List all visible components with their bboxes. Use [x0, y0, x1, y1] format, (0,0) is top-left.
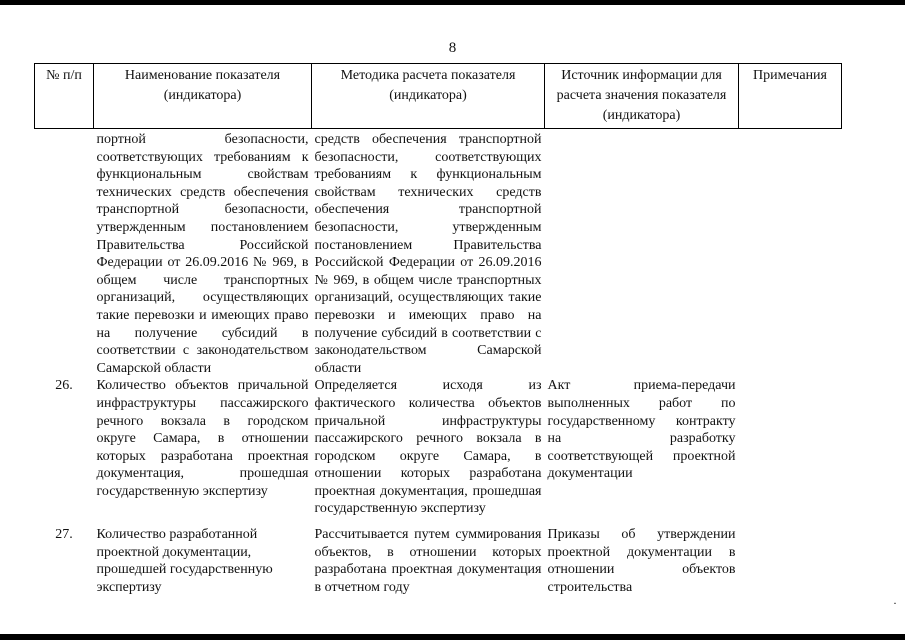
info-source: Приказы об утверждении проектной документации в отношении объектов строительства: [547, 527, 736, 595]
notes: [739, 518, 842, 596]
calculation-method: Рассчитывается путем суммирования объектов, в отношении которых разработана проектная документация в отчетном году: [314, 527, 542, 595]
header-calculation-method: Методика расчета показателя (индикатора): [312, 64, 545, 129]
notes: [739, 377, 842, 518]
info-source-continued: [545, 129, 739, 378]
header-number: № п/п: [35, 64, 94, 129]
bottom-border-line: [0, 634, 905, 640]
row-number: 27.: [55, 527, 73, 543]
table-row: [35, 377, 842, 518]
row-number: 26.: [55, 378, 73, 394]
indicator-name: Количество объектов причальной инфраструктуры пассажирского речного вокзала в городском округе Самара, в отношении которых разработана проектная документация, прошедшая государственную экспертизу: [96, 378, 309, 499]
header-indicator-name: Наименование показателя (индикатора): [94, 64, 312, 129]
calculation-method-continued: средств обеспечения транспортной безопасности, соответствующих требованиям к функциональным свойствам технических средств обеспечения транспортной безопасности, утвержденным постановлением Правительства Российской Федерации от 26.09.2016 № 969, в общем числе транспортных организаций, осуществляющих такие перевозки и имеющих право на получение субсидий в соответствии с законодательством Самарской области: [314, 132, 542, 376]
top-border-line: [0, 0, 905, 5]
table-row: [35, 518, 842, 596]
table-header-row: [35, 64, 842, 129]
row-number: [35, 129, 94, 378]
indicator-name-continued: портной безопасности, соответствующих требованиям к функциональным свойствам технических средств обеспечения транспортной безопасности, утвержденным постановлением Правительства Российской Федерации от 26.09.2016 № 969, в общем числе транспортных организаций, осуществляющих такие перевозки и имеющих право на получение субсидий в соответствии с законодательством Самарской области: [96, 132, 309, 376]
info-source: Акт приема-передачи выполненных работ по государственному контракту на разработку соответствующей проектной документации: [547, 378, 736, 482]
header-notes: Примечания: [739, 64, 842, 129]
indicators-table: [34, 63, 842, 596]
indicator-name: Количество разработанной проектной документации, прошедшей государственную экспертизу: [96, 527, 273, 595]
calculation-method: Определяется исходя из фактического количества объектов причальной инфраструктуры пассажирского речного вокзала в городском округе Самара, в отношении которых разработана проектная документация, прошедшая государственную экспертизу: [314, 378, 542, 517]
table-row: [35, 129, 842, 378]
scan-artifact-dot: ·: [893, 596, 897, 610]
header-info-source: Источник информации для расчета значения показателя (индикатора): [545, 64, 739, 129]
notes-continued: [739, 129, 842, 378]
page-number: 8: [448, 40, 457, 56]
